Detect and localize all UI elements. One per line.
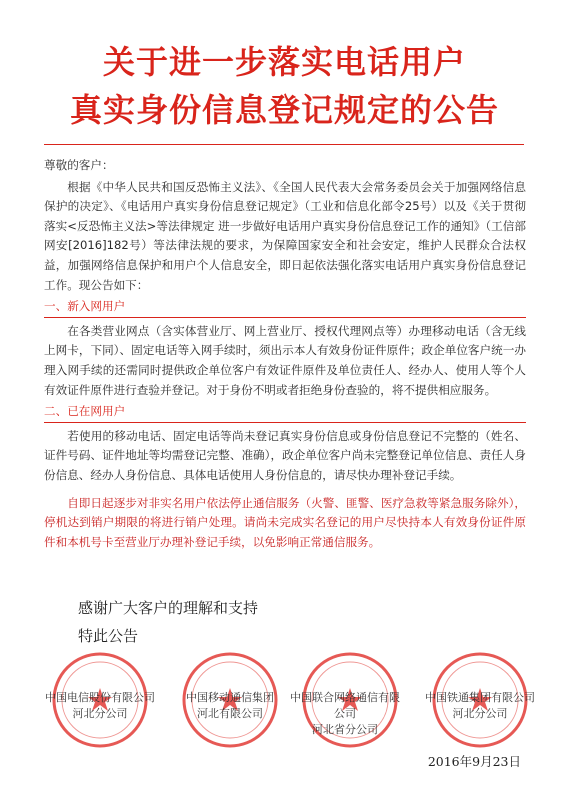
announcement-body [44, 156, 526, 552]
seal-label-unicom: 中国联合网络通信有限公司 河北省分公司 [290, 691, 400, 736]
intro-paragraph: 根据《中华人民共和国反恐怖主义法》、《全国人民代表大会常务委员会关于加强网络信息保护的决定》、《电话用户真实身份信息登记规定》（工业和信息化部令25号）以及《关于贯彻落实<反恐怖主义法>等法律规定 进一步做好电话用户真实身份信息登记工作的通知》（工信部网安[2016]182号）等法律法规的要求，为保障国家安全和社会安定，维护人民群众合法权益，加强网络信息保护和用户个人信息安全，即日起依法强化落实电话用户真实身份信息登记工作。现公告如下： [44, 179, 526, 292]
section-2-paragraph: 若使用的移动电话、固定电话等尚未登记真实身份信息或身份信息登记不完整的（姓名、证件号码、证件地址等均需登记完整、准确），政企单位客户尚未完整登记单位信息、责任人身份信息、经办人身份信息、具体电话使用人身份信息的，请尽快办理补登记手续。 [44, 428, 526, 482]
section-1-divider [44, 317, 526, 318]
section-2-divider [44, 422, 526, 423]
seal-label-telecom: 中国电信股份有限公司 河北分公司 [45, 691, 155, 720]
seals-row [30, 650, 550, 750]
seal-label-mobile: 中国移动通信集团 河北有限公司 [186, 691, 274, 720]
seal-label-tietong: 中国铁通集团有限公司 河北分公司 [425, 691, 535, 720]
section-1-paragraph: 在各类营业网点（含实体营业厅、网上营业厅、授权代理网点等）办理移动电话（含无线上网卡，下同）、固定电话等入网手续时，须出示本人有效身份证件原件；政企单位客户统一办理入网手续的还需同时提供政企单位客户有效证件原件及单位责任人、经办人、使用人等个人有效证件原件进行查验并登记。对于身份不明或者拒绝身份查验的，将不提供相应服务。 [44, 323, 526, 397]
section-1-heading: 一、新入网用户 [44, 299, 126, 314]
special-notice-line: 特此公告 [78, 627, 139, 645]
section-2-heading: 二、已在网用户 [44, 404, 126, 419]
greeting: 尊敬的客户： [44, 158, 114, 172]
title-line-2: 真实身份信息登记规定的公告 [69, 91, 499, 129]
service-notice: 自即日起逐步对非实名用户依法停止通信服务（火警、匪警、医疗急救等紧急服务除外），停机达到销户期限的将进行销户处理。请尚未完成实名登记的用户尽快持本人有效身份证件原件和本机号卡至营业厅办理补登记手续，以免影响正常通信服务。 [44, 495, 526, 549]
title-line-1: 关于进一步落实电话用户 [102, 43, 466, 81]
thanks-line: 感谢广大客户的理解和支持 [78, 599, 259, 617]
title-divider [44, 144, 524, 145]
announcement-date: 2016年9月23日 [427, 754, 521, 769]
closing [78, 596, 258, 652]
